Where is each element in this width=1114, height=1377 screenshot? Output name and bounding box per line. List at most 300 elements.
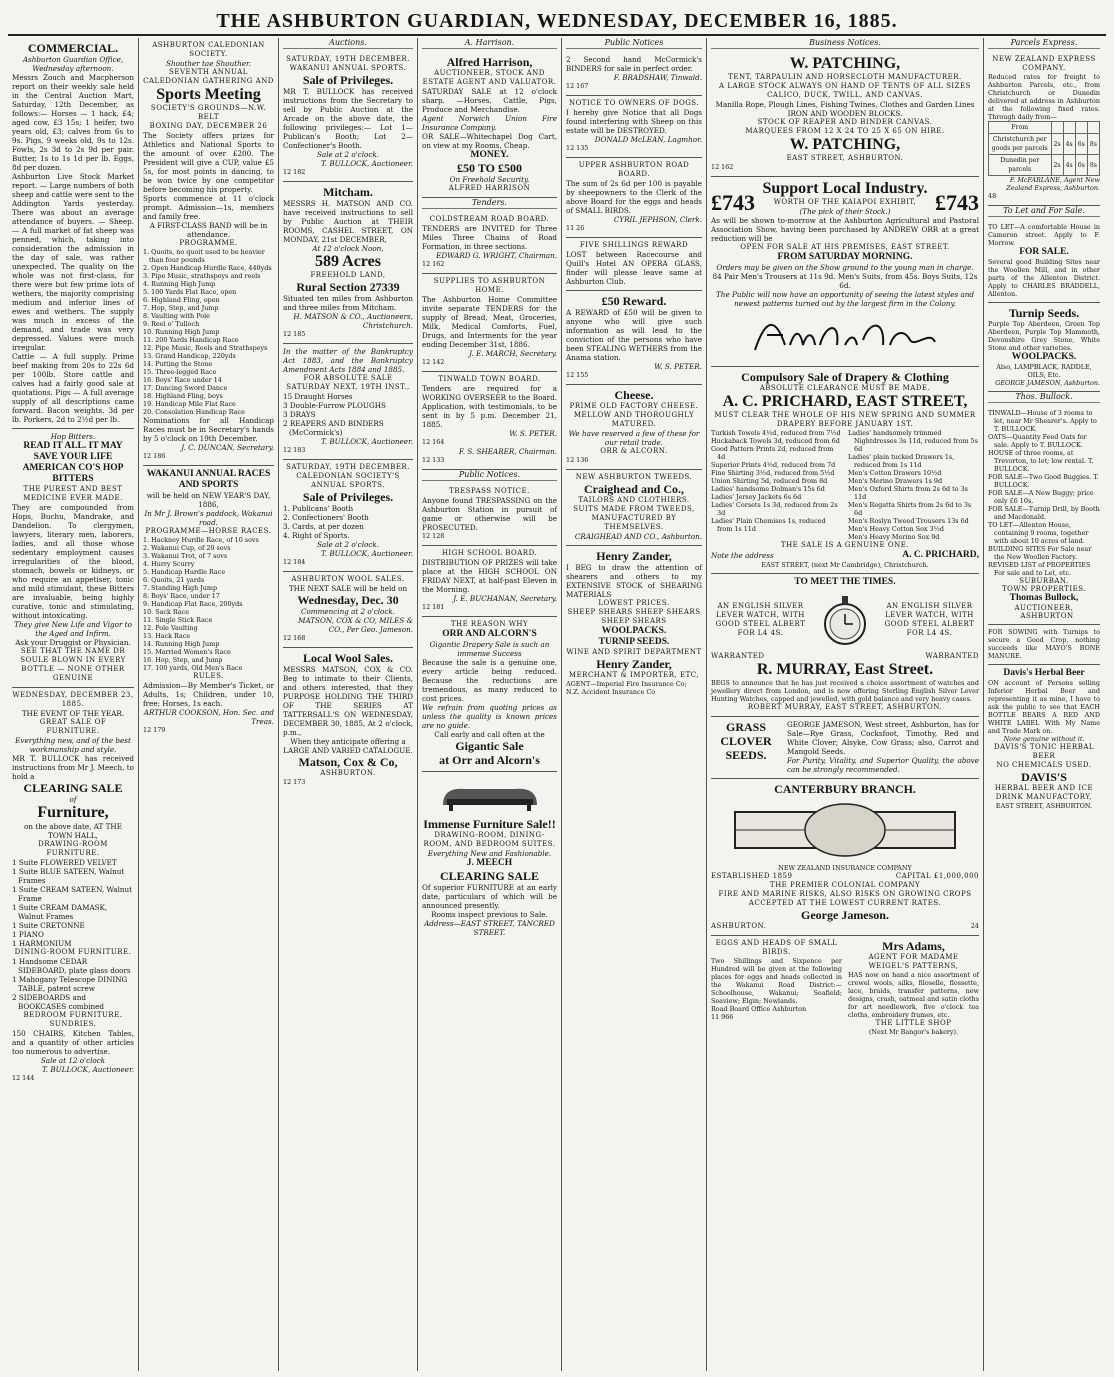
list-item: Ladies' handsome Dolman's 15s 6d: [711, 485, 825, 493]
jameson-clover: CLOVER: [720, 734, 772, 748]
table-cell: 2s: [1051, 155, 1063, 176]
cheese-ref: 12 136: [566, 456, 589, 464]
list-item: Men's Oxford Shirts from 2s 6d to 3s 11d: [848, 485, 968, 501]
support-orders: Orders may be given on the Show ground to the young man in charge.: [716, 263, 974, 272]
to-let-ad: [988, 220, 1100, 303]
to-let-header: To Let and For Sale.: [988, 206, 1100, 217]
tinwald-text: Tenders are required for a WORKING OVERSEER to the Board. Application, with testimonials, to be sent in by 5 p.m. December 21, 1885.: [422, 384, 557, 429]
adams-next: (Next Mr Bangor's bakery).: [868, 1028, 959, 1036]
list-item: 1 Handsome CEDAR SIDEBOARD, plate glass doors: [12, 957, 131, 975]
shearer-ref: 12 133: [422, 456, 445, 464]
insurance-agent: George Jameson.: [801, 908, 889, 922]
prichard-genuine: THE SALE IS A GENUINE ONE.: [780, 541, 910, 549]
list-item: 3 Double-Furrow PLOUGHS: [283, 401, 386, 410]
cheese-title: Cheese.: [614, 388, 654, 402]
sofa-engraving: [422, 775, 557, 817]
adams-shop: THE LITTLE SHOP: [875, 1019, 952, 1027]
society-title: ASHBURTON CALEDONIAN SOCIETY.: [152, 41, 265, 58]
caledonian-items: [283, 504, 413, 540]
davis-name: DAVIS'S: [1021, 770, 1067, 784]
wakanui-date: SATURDAY, 19TH DECEMBER.: [286, 55, 410, 63]
hop-bitters-header: Hop Bitters.: [50, 432, 96, 441]
furniture-clearing-sale: [12, 688, 134, 1087]
commercial-more: Cattle — A full supply. Prime beef making from 20s to 22s 6d per 100lb. Store cattle and calves had a fairly good sale at quotations. Pigs — A full average supply of all descriptions came forward. Bacon weights, 3d per lb. Porkers, 2d to 2½d per lb.: [12, 352, 134, 424]
furniture-title: Immense Furniture Sale!!: [423, 817, 556, 831]
adams-text: HAS now on hand a nice assortment of crewel wools, silks, filoselle, flossette, lace, braids, transfer patterns, new designs, crash, oatmeal and satin cloths for art needlework, five o'clock tea cloths, embroidery frames, etc.: [848, 971, 979, 1019]
list-item: 12. Pole Vaulting: [143, 624, 198, 632]
list-item: 16. Boys' Race under 14: [143, 376, 222, 384]
prichard-title: Compulsory Sale of Drapery & Clothing: [741, 370, 949, 384]
support-public: The Public will now have an opportunity of seeing the latest styles and newest patterns turned out by the largest firm in the Colony.: [716, 290, 974, 308]
binders-ad: [566, 52, 702, 96]
patching-text: A LARGE STOCK ALWAYS ON HAND OF TENTS OF ALL SIZES CALICO, DUCK, TWILL, AND CANVAS.: [719, 82, 971, 99]
murray-left: AN ENGLISH SILVER LEVER WATCH, WITH GOOD STEEL ALBERT FOR L4 4S.: [715, 602, 806, 637]
patching-name: W. PATCHING,: [789, 136, 901, 153]
zander-sheep: SHEEP SHEARS SHEEP SHEARS SHEEP SHEARS: [567, 608, 701, 625]
local-wool-sig: Matson, Cox & Co,: [298, 755, 398, 769]
harrison-sale: SATURDAY SALE at 12 o'clock sharp. —Horses, Cattle, Pigs, Produce and Merchandise.: [422, 87, 557, 114]
local-wool-place: ASHBURTON.: [320, 769, 376, 777]
wakanui-sig: T. BULLOCK, Auctioneer.: [321, 159, 413, 168]
list-item: 6. Highland Fling, open: [143, 296, 220, 304]
express-ad: [988, 52, 1100, 206]
murray-title: TO MEET THE TIMES.: [794, 577, 896, 587]
list-item: 5. Handicap Hurdle Race: [143, 568, 226, 576]
society-venue: SOCIETY'S GROUNDS—N.W. BELT: [150, 104, 267, 121]
bankrupt-sig: T. BULLOCK, Auctioneer.: [321, 437, 413, 446]
list-item: 8. Boys' Race, under 17: [143, 592, 220, 600]
column-5: [562, 38, 707, 1371]
cheese-text: PRIME OLD FACTORY CHEESE. MELLOW AND THOROUGHLY MATURED.: [569, 402, 699, 428]
harrison-header: A. Harrison.: [422, 38, 557, 49]
jameson-seeds-words: [711, 720, 781, 774]
prichard-note: Note the address: [711, 551, 774, 560]
support-local-ad: [711, 177, 979, 367]
bullock-name: Thomas Bullock,: [1009, 593, 1079, 603]
caledonian-sig: T. BULLOCK, Auctioneer.: [321, 549, 413, 558]
table-cell: 4s: [1063, 134, 1075, 155]
express-ref: 48: [988, 192, 997, 200]
list-item: 10. Sack Race: [143, 608, 189, 616]
table-cell: 4s: [1063, 155, 1075, 176]
craighead-sub: TAILORS AND CLOTHIERS.: [578, 496, 690, 504]
orr-alcorn-ad: [422, 617, 557, 772]
express-text: Reduced rates for freight to Ashburton Parcels, etc., from Christchurch or Dunedin delivered at address in Ashburton at the following fixed rates. Through daily from—: [988, 73, 1100, 121]
list-item: 18. Highland Fling, boys: [143, 392, 223, 400]
list-item: TO LET—Allenton House, containing 9 rooms, together with about 10 acres of land.: [988, 521, 1089, 545]
table-cell: [1051, 122, 1063, 134]
insurance-established: ESTABLISHED 1859: [711, 872, 793, 880]
harrison-ad: [422, 52, 557, 198]
column-1: [8, 38, 139, 1371]
fifty-pound-reward-ad: [566, 291, 702, 385]
wakanui-ref: 12 182: [283, 168, 306, 176]
list-item: 4. Running High Jump: [143, 280, 216, 288]
sale-of: of: [69, 795, 77, 804]
insurance-ad: [711, 779, 979, 936]
reward5-title: FIVE SHILLINGS REWARD: [579, 241, 689, 249]
insurance-ref: 24: [970, 922, 979, 930]
table-cell: [1075, 122, 1087, 134]
murray-warranted-right: WARRANTED: [925, 652, 979, 660]
list-item: 6. Quoits, 21 yards: [143, 576, 205, 584]
tinwald-sig: W. S. PETER.: [509, 429, 557, 438]
mitcham-desc: Situated ten miles from Ashburton and three miles from Mitcham.: [283, 294, 413, 312]
school-text: DISTRIBUTION OF PRIZES will take place at the HIGH SCHOOL ON FRIDAY NEXT, at half-past Eleven in the Morning.: [422, 558, 557, 594]
zander-text: I BEG to draw the attention of shearers and others to my EXTENSIVE STOCK of SHEARING MATERIALS: [566, 563, 702, 599]
list-item: 7. Hop, Step, and Jump: [143, 304, 219, 312]
bankrupt-ref: 12 183: [283, 446, 306, 454]
table-cell: [1087, 122, 1099, 134]
insurance-banner: [711, 796, 979, 864]
society-date: BOXING DAY, DECEMBER 26: [149, 122, 268, 130]
davis-tonic: DAVIS'S TONIC HERBAL BEER: [993, 743, 1095, 760]
list-item: Ladies' Plain Chemises 1s, reduced from 1s 11d: [711, 517, 826, 533]
sale-auctioneer: T. BULLOCK, Auctioneer.: [42, 1065, 134, 1074]
andrew-orr-signature: [711, 308, 979, 362]
mitcham-ad: [283, 182, 413, 344]
support-pairs: 84 Pair Men's Trousers at 11s 9d. Men's Suits, from 45s. Boys Suits, 12s 6d.: [712, 272, 978, 290]
dogs-title: NOTICE TO OWNERS OF DOGS.: [568, 99, 700, 107]
list-item: 3. Wakanui Trot, of 7 sovs: [143, 552, 228, 560]
list-item: Ladies' Corsets 1s 3d, reduced from 2s 3d: [711, 501, 838, 517]
davis-text: ON account of Persons selling Inferior Herbal Beer and representing it as mine, I have to ask the public to see that EACH BOTTLE BEARS A RED AND WHITE LABEL With My Name and Trade Mark on.: [988, 679, 1100, 735]
list-item: Ladies' handsomely trimmed Nightdresses 3s 11d, reduced from 5s 6d: [848, 429, 978, 453]
harrison-sub: AUCTIONEER, STOCK AND ESTATE AGENT AND VALUATOR.: [422, 69, 557, 86]
races-ref: 12 179: [143, 726, 166, 734]
support-price-right: £743: [934, 190, 979, 215]
local-wool-ref: 12 173: [283, 778, 306, 786]
tinwald-ref: 12 164: [422, 438, 445, 446]
cheese-note: We have reserved a few of these for our retail trade.: [568, 429, 700, 447]
mitcham-freehold: FREEHOLD LAND,: [310, 271, 386, 279]
coldstream-sig: EDWARD G. WRIGHT, Chairman.: [436, 251, 557, 260]
dogs-notice: [566, 96, 702, 158]
tenders-header: Tenders.: [422, 198, 557, 209]
list-item: Fine Shirting 3½d, reduced from 5½d: [711, 469, 835, 477]
express-rates-table: [988, 121, 1100, 176]
davis-title: Davis's Herbal Beer: [1003, 668, 1085, 678]
craighead-sig: CRAIGHEAD AND CO., Ashburton.: [574, 532, 702, 541]
davis-chemicals: NO CHEMICALS USED.: [996, 761, 1092, 769]
harrison-title: Alfred Harrison,: [446, 55, 533, 69]
list-item: 7. Standing High Jump: [143, 584, 218, 592]
column-3: [279, 38, 418, 1371]
dogs-text: I hereby give Notice that all Dogs found interfering with Sheep on this estate will be DESTROYED.: [566, 108, 702, 135]
sale-event: THE EVENT OF THE YEAR.: [21, 709, 125, 718]
birds-ad: [711, 939, 842, 1036]
list-item: Men's Heavy Merino Sox 9d: [848, 533, 940, 541]
wakanui-time: Sale at 2 o'clock.: [317, 150, 379, 159]
support-text: As will be shown to-morrow at the Ashburton Agricultural and Pastoral Association Show, having been purchased by ANDREW ORR at a great reduction will be: [711, 216, 979, 243]
murray-ad: [711, 574, 979, 717]
list-item: 12. Pipe Music, Reels and Strathspeys: [143, 344, 268, 352]
society-secretary: J. C. DUNCAN, Secretary.: [181, 443, 274, 452]
society-ref: 12 186: [143, 452, 166, 460]
caledonian-title: Sale of Privileges.: [302, 490, 394, 504]
wool-time: Commencing at 2 o'clock.: [300, 607, 396, 616]
list-item: Turkish Towels 4½d, reduced from 7½d: [711, 429, 841, 437]
caledonian-privileges-ad: [283, 460, 413, 572]
list-item: 9. Handicap Flat Race, 200yds: [143, 600, 243, 608]
list-item: 15. Married Women's Race: [143, 648, 231, 656]
list-item: 1. Quoits, no quoit used to be heavier than four pounds: [143, 248, 265, 264]
zander-ad: [566, 546, 702, 700]
table-cell: Dunedin per parcels: [989, 155, 1052, 176]
column-6: [707, 38, 984, 1371]
binders-title: 2 Second hand McCormick's BINDERS for sale in perfect order.: [566, 55, 702, 73]
bankrupt-text: In the matter of the Bankruptcy Act 1883, and the Bankruptcy Amendment Acts 1884 and 1885.: [283, 347, 413, 374]
davis-beer-ad: [988, 665, 1100, 814]
forsale-title: FOR SALE.: [1019, 247, 1069, 257]
home-sig: J. E. MARCH, Secretary.: [469, 349, 557, 358]
prichard-list-left: [711, 429, 842, 541]
binders-ref: 12 167: [566, 82, 589, 90]
jameson-seeds: SEEDS.: [725, 748, 767, 762]
furniture-clearing: CLEARING SALE: [439, 869, 540, 883]
prichard-price-lists: [711, 429, 979, 541]
list-item: FOR SALE—A New Buggy; price only £6 10s.: [988, 489, 1094, 505]
caledonian-ref: 12 184: [283, 558, 306, 566]
trespass-ad: [422, 484, 557, 546]
sale-great: GREAT SALE OF FURNITURE.: [39, 718, 107, 735]
meech-furniture-ad: [422, 772, 557, 941]
sale-date: WEDNESDAY, DECEMBER 23, 1885.: [12, 691, 134, 708]
list-item: 1 Suite CREAM DAMASK, Walnut Frames: [12, 903, 108, 921]
caledonian-society-ad: [143, 38, 274, 466]
sowing-text: FOR SOWING with Turnips to secure a Good Crop, nothing succeeds like MAYO'S BONE MANURE.: [988, 628, 1100, 660]
mitcham-rural: Rural Section 27339: [296, 280, 400, 294]
local-wool-text: MESSRS MATSON, COX & CO. Beg to intimate to their Clients, and others interested, that they PURPOSE HOLDING THE THIRD OF THE SERIES AT TATTERSALL'S ON WEDNESDAY, DECEMBER 30, 1885, At 2 o'clock, p.m.,: [283, 665, 413, 737]
reward50-text: A REWARD of £50 will be given to anyone who will give such information as will lead to the conviction of the persons who have been STEALING WETHERS from the Anama station.: [566, 308, 702, 362]
column-7: [984, 38, 1104, 1371]
school-ref: 12 181: [422, 603, 445, 611]
jameson-purity: For Purity, Vitality, and Superior Quality, the above can be strongly recommended.: [787, 756, 979, 774]
list-item: 1 Suite CRETONNE: [12, 921, 85, 930]
column-4: [418, 38, 562, 1371]
reward50-sig: W. S. PETER.: [654, 362, 702, 371]
sale-place: on the above date, AT THE TOWN HALL,: [24, 822, 122, 840]
list-item: 16. Hop, Step, and Jump: [143, 656, 223, 664]
prichard-sig: A. C. PRICHARD,: [902, 550, 979, 560]
mitcham-ref: 12 185: [283, 330, 306, 338]
bullock-sub: AUCTIONEER, ASHBURTON: [1014, 604, 1074, 620]
jameson-grass: GRASS: [725, 720, 766, 734]
pocket-watch-icon: [820, 592, 870, 648]
davis-none: None genuine without it.: [1003, 735, 1085, 743]
insurance-capital: CAPITAL £1,000,000: [895, 872, 979, 880]
society-sports: Sports Meeting: [156, 86, 261, 103]
reward50-ref: 12 155: [566, 371, 589, 379]
road-board-sig: CYRIL JEPHSON, Clerk.: [613, 215, 702, 224]
dogs-sig: DONALD McLEAN, Lagmhor.: [594, 135, 702, 144]
list-item: 4. Hurry Scurry: [143, 560, 195, 568]
society-text: The Society offers prizes for Athletics and National Sports to the amount of over £200. The President will give a CUP, value £5 5s, for most points in dancing, to be won twice by one competitor before becoming his property.: [143, 131, 274, 194]
zander-turnip: TURNIP SEEDS.: [598, 637, 670, 647]
column-2: [139, 38, 279, 1371]
support-open: OPEN FOR SALE AT HIS PREMISES, EAST STREET.: [740, 243, 950, 251]
home-supplies-ad: [422, 274, 557, 372]
races-programme: PROGRAMME—HORSE RACES.: [145, 527, 272, 535]
table-cell: Christchurch per goods per parcels: [989, 134, 1052, 155]
wool-date: Wednesday, Dec. 30: [297, 593, 399, 607]
list-item: Union Shirting 5d, reduced from 8d: [711, 477, 828, 485]
murray-right: AN ENGLISH SILVER LEVER WATCH, WITH GOOD STEEL ALBERT FOR L4 4S.: [884, 602, 975, 637]
murray-text: BEGS to announce that he has just received a choice assortment of watches and jewellery direct from London, and is now offering Sterling English Silver Lever Hunting Watches, capped and jewelled, with gold balance and very heavy cases.: [711, 679, 979, 703]
wakanui-races-ad: [143, 466, 274, 739]
sale-dining-header: DINING-ROOM FURNITURE.: [14, 948, 132, 956]
list-item: BUILDING SITES For Sale near the New Woollen Factory.: [988, 545, 1092, 561]
mitcham-title: Mitcham.: [323, 185, 373, 199]
hop-bitters-text: They are compounded from Hops, Buchu, Mandrake, and Dandelion. To clergymen, lawyers, literary men, laborers, ladies, and all those whose sedentary employment causes irregularities of the blood, stomach, bowels or kidneys, or who require an appetiser, tonic and mild stimulant, these Bitters are invaluable, being highly curative, tonic and stimulating, without intoxicating.: [12, 503, 134, 620]
table-cell: 2s: [1051, 134, 1063, 155]
home-title: SUPPLIES TO ASHBURTON HOME.: [433, 277, 546, 294]
sale-drawing-list: [12, 858, 134, 948]
prichard-list-right: [848, 429, 979, 541]
sale-clearing: CLEARING SALE: [23, 781, 123, 795]
list-item: 20. Consolation Handicap Race: [143, 408, 245, 416]
sale-bedroom-header: BEDROOM FURNITURE.: [23, 1011, 123, 1019]
table-cell: [1063, 122, 1075, 134]
newspaper-title: THE ASHBURTON GUARDIAN, WEDNESDAY, DECEMBER 16, 1885.: [216, 9, 898, 32]
public-notices-header: Public Notices.: [422, 470, 557, 481]
adams-sub: AGENT FOR MADAME WEIGEL'S PATTERNS,: [868, 953, 959, 970]
list-item: Ladies' plain tucked Drawers 1s, reduced from 1s 11d: [848, 453, 955, 469]
races-rules: RULES.: [193, 672, 224, 680]
high-school-ad: [422, 546, 557, 617]
support-from: FROM SATURDAY MORNING.: [777, 252, 913, 262]
reward50-title: £50 Reward.: [601, 294, 667, 308]
list-item: 13. Hack Race: [143, 632, 191, 640]
wakanui-title: Sale of Privileges.: [302, 73, 394, 87]
commercial-day: Wednesday afternoon.: [32, 64, 114, 73]
murray-sig: ROBERT MURRAY, EAST STREET, ASHBURTON.: [747, 703, 943, 711]
sale-everything: Everything new, and of the best workmanship and style.: [15, 736, 131, 754]
furniture-sub: DRAWING-ROOM, DINING-ROOM, AND BEDROOM SUITES.: [423, 831, 556, 848]
caledonian-time: Sale at 2 o'clock.: [317, 540, 379, 549]
support-price-left: £743: [711, 190, 755, 215]
patching-sub: TENT, TARPAULIN AND HORSECLOTH MANUFACTURER.: [728, 73, 962, 81]
society-entries: Nominations for all Handicap Races must be in Secretary's hands by 5 o'clock on 19th December.: [143, 416, 274, 443]
business-notices-header: Business Notices.: [711, 38, 979, 49]
society-programme: PROGRAMME.: [179, 239, 238, 247]
watch-engraving: [810, 588, 880, 652]
cheese-ad: [566, 385, 702, 470]
society-annual: SEVENTH ANNUAL CALEDONIAN GATHERING AND: [143, 68, 274, 85]
hop-bitters-notice: SEE THAT THE NAME DR SOULE BLOWN IN EVERY BOTTLE — NONE OTHER GENUINE: [20, 647, 126, 682]
road-board-title: UPPER ASHBURTON ROAD BOARD.: [578, 161, 690, 178]
table-cell: 8s: [1087, 134, 1099, 155]
table-row: [989, 134, 1100, 155]
society-start: Sports commence at 11 o'clock prompt. Admission—1s, members and family free.: [143, 194, 274, 221]
commercial-report: [12, 38, 134, 429]
birds-adams-row: [711, 936, 979, 1040]
society-events: [143, 248, 274, 416]
zander-wine: WINE AND SPIRIT DEPARTMENT: [566, 648, 702, 656]
birds-text: Two Shillings and Sixpence per Hundred will be given at the following places for eggs and heads collected in the Wakanui Road District:— Schoolhouse, Wakanui; Seafield; Seaview; Elgin; Newlands.: [711, 957, 842, 1005]
hop-bitters-ad: [12, 429, 134, 688]
hop-bitters-ask: Ask your Druggist or Physician.: [15, 638, 131, 647]
list-item: 15. Three-legged Race: [143, 368, 217, 376]
birds-title: EGGS AND HEADS OF SMALL BIRDS.: [715, 939, 838, 956]
sale-drawing-header: DRAWING-ROOM FURNITURE.: [38, 840, 108, 857]
trespass-title: TRESPASS NOTICE.: [449, 487, 530, 495]
coldstream-title: COLDSTREAM ROAD BOARD.: [429, 215, 550, 223]
sale-dining-list: [12, 957, 134, 1011]
wool-sales-ad: [283, 572, 413, 648]
wool-ref: 12 168: [283, 634, 306, 642]
adams-ad: [848, 939, 979, 1036]
mitcham-text: MESSRS H. MATSON AND CO. have received instructions to sell by Public Auction at THEIR ROOMS, CASHEL STREET, ON MONDAY, 21st DECEMBER,: [283, 199, 413, 244]
trespass-ref: 12 128: [422, 532, 445, 540]
sale-ref: 12 144: [12, 1074, 35, 1082]
turnip-seeds-ad: [988, 303, 1100, 392]
harrison-or-sale: OR SALE—Whitechapel Dog Cart, on view at my Rooms, Cheap.: [422, 132, 557, 150]
parcels-express-header: Parcels Express.: [988, 38, 1100, 49]
orr-at: at Orr and Alcorn's: [439, 753, 540, 767]
list-item: 2 SIDEBOARDS and BOOKCASES combined: [12, 993, 104, 1011]
orr-text: Because the sale is a genuine one, every article being reduced. Because the reductions are tremendous, as many reduced to cost prices.: [422, 658, 557, 703]
local-wool-title: Local Wool Sales.: [302, 651, 394, 665]
local-wool-note: When they anticipate offering a LARGE AND VARIED CATALOGUE.: [283, 737, 413, 755]
list-item: Ladies' Jersey Jackets 6s 6d: [711, 493, 802, 501]
road-board-text: The sum of 2s 6d per 100 is payable by sheepowners to the Clerk of the above Board for the eggs and heads of SMALL BIRDS.: [566, 179, 702, 215]
express-title: NEW ZEALAND EXPRESS COMPANY.: [992, 55, 1096, 72]
insurance-branch: CANTERBURY BRANCH.: [774, 782, 916, 796]
orr-call: Call early and call often at the: [434, 730, 545, 739]
list-item: Huckaback Towels 3d, reduced from 6d: [711, 437, 840, 445]
support-worth: WORTH OF THE KAIAPOI EXHIBIT,: [773, 198, 917, 206]
wool-title: ASHBURTON WOOL SALES.: [291, 575, 405, 583]
bankrupt-items: [283, 392, 413, 437]
jameson-seeds-ad: [711, 717, 979, 779]
hop-bitters-tagline: THE PUREST AND BEST MEDICINE EVER MADE.: [23, 485, 123, 502]
harrison-sig: ALFRED HARRISON: [448, 184, 531, 192]
furniture-text: Of superior FURNITURE at an early date, particulars of which will be announced presently.: [422, 883, 557, 910]
list-item: Men's Merino Drawers 1s 9d: [848, 477, 943, 485]
mitcham-time: At 12 o'clock Noon,: [312, 244, 384, 253]
sale-intro: MR T. BULLOCK has received instructions from Mr J. Meech, to hold a: [12, 754, 134, 781]
list-item: 17. Dancing Sword Dance: [143, 384, 228, 392]
list-item: 2. Wakanui Cup, of 20 sovs: [143, 544, 231, 552]
patching-marquees: MARQUEES FROM 12 X 24 TO 25 X 65 ON HIRE.: [745, 127, 945, 135]
races-title: WAKANUI ANNUAL RACES AND SPORTS: [146, 469, 271, 490]
list-item: 1 Suite FLOWERED VELVET: [12, 858, 117, 867]
sale-chairs: 150 CHAIRS, Kitchen Tables, and a quantity of other articles too numerous to advertise.: [12, 1029, 134, 1056]
prichard-name: A. C. PRICHARD, EAST STREET,: [722, 393, 968, 410]
list-item: 19. Handicap Mile Flat Race: [143, 400, 236, 408]
patching-address: EAST STREET, ASHBURTON.: [786, 154, 904, 162]
zander-sub: MERCHANT & IMPORTER, ETC,: [568, 671, 700, 679]
mayo-manure-ad: [988, 625, 1100, 665]
society-motto: Shouther tae Shouther.: [166, 59, 251, 68]
hop-bitters-give: They give New Life and Vigor to the Aged and Infirm.: [14, 620, 132, 638]
list-item: Men's Cotton Drawers 10½d: [848, 469, 942, 477]
list-item: 10. Running High Jump: [143, 328, 220, 336]
road-board-ref: 11 26: [566, 224, 585, 232]
murray-warranted-row: [711, 652, 979, 661]
sofa-icon: [435, 779, 545, 813]
craighead-ad: [566, 470, 702, 546]
list-item: 2. Confectioners' Booth: [283, 513, 369, 522]
cheese-sig: ORR & ALCORN.: [600, 447, 668, 455]
wakanui-name: WAKANUI ANNUAL SPORTS.: [289, 64, 407, 72]
insurance-row: [711, 872, 979, 881]
list-item: 9. Reel o' Tulloch: [143, 320, 200, 328]
turnip-also: Also, LAMPBLACK, RADDLE, OILS, Etc.: [996, 363, 1092, 379]
list-item: Superior Prints 4½d, reduced from 7d: [711, 461, 836, 469]
list-item: Men's Regatta Shirts from 2s 6d to 3s 6d: [848, 501, 972, 517]
